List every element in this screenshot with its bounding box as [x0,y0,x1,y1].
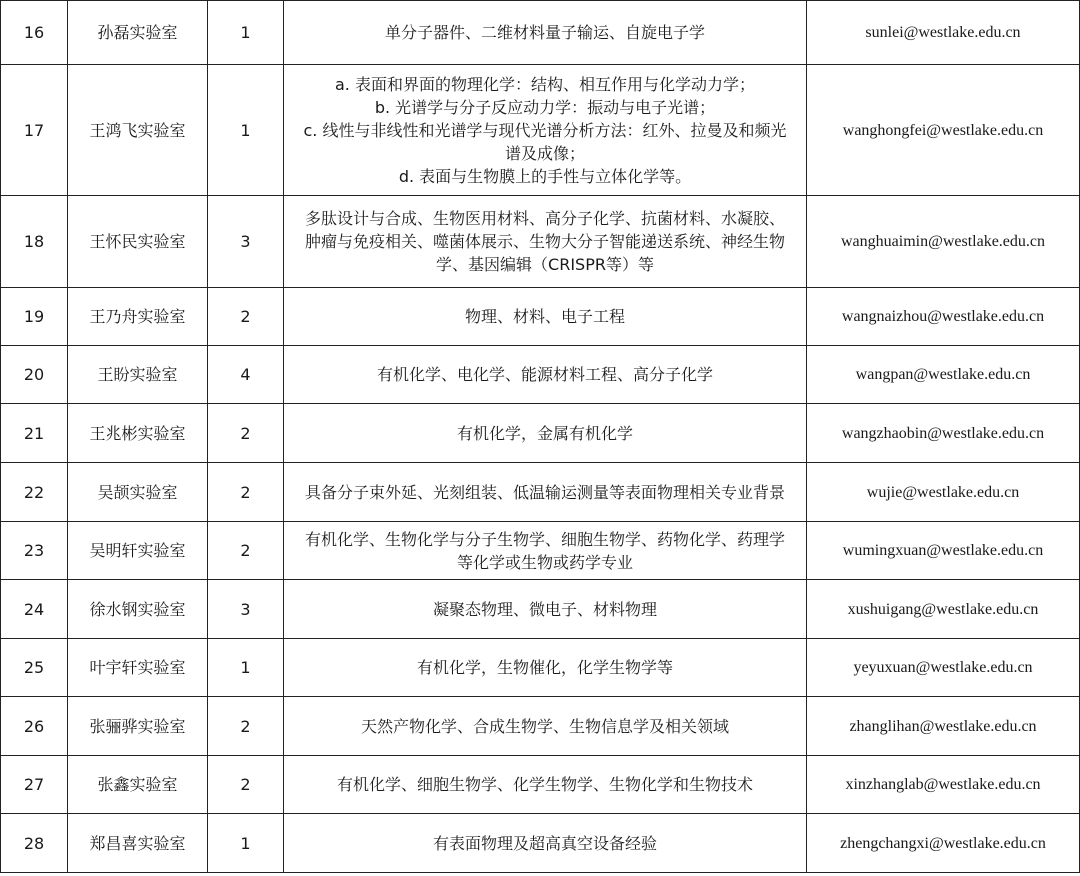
research-area-line: 凝聚态物理、微电子、材料物理 [432,599,657,619]
research-area-line: 具备分子束外延、光刻组装、低温输运测量等表面物理相关专业背景 [304,482,785,502]
row-index: 18 [1,196,68,288]
research-area-line: 多肽设计与合成、生物医用材料、高分子化学、抗菌材料、水凝胶、 [304,209,785,228]
contact-email[interactable]: wangzhaobin@westlake.edu.cn [807,404,1080,463]
research-areas [284,288,807,346]
contact-email[interactable]: xinzhanglab@westlake.edu.cn [807,756,1080,814]
lab-name: 张骊骅实验室 [68,697,208,756]
position-count: 4 [208,346,284,404]
research-area-line: d. 表面与生物膜上的手性与立体化学等。 [398,166,692,186]
table-row [1,404,1080,463]
research-area-line: a. 表面和界面的物理化学：结构、相互作用与化学动力学； [335,74,755,94]
lab-name: 王盼实验室 [68,346,208,404]
table-row [1,346,1080,404]
lab-name: 郑昌喜实验室 [68,814,208,873]
table-row [1,65,1080,196]
row-index: 19 [1,288,68,346]
row-index: 26 [1,697,68,756]
research-areas [284,404,807,463]
table-row [1,522,1080,580]
research-areas [284,814,807,873]
position-count: 1 [208,814,284,873]
contact-email[interactable]: wangpan@westlake.edu.cn [807,346,1080,404]
position-count: 2 [208,697,284,756]
research-area-line: 等化学或生物或药学专业 [456,552,633,572]
lab-name: 王鸿飞实验室 [68,65,208,196]
row-index: 28 [1,814,68,873]
position-count: 2 [208,756,284,814]
research-area-line: 有机化学，金属有机化学 [456,423,633,443]
contact-email[interactable]: xushuigang@westlake.edu.cn [807,580,1080,639]
research-area-line: 谱及成像； [504,143,585,163]
row-index: 23 [1,522,68,580]
research-areas [284,346,807,404]
position-count: 1 [208,65,284,196]
table-row [1,580,1080,639]
research-areas [284,65,807,196]
row-index: 27 [1,756,68,814]
contact-email[interactable]: zhanglihan@westlake.edu.cn [807,697,1080,756]
table-row [1,697,1080,756]
position-count: 3 [208,580,284,639]
research-areas [284,580,807,639]
table-row [1,1,1080,65]
research-area-line: 有机化学，生物催化，化学生物学等 [416,658,673,677]
table-row [1,463,1080,522]
lab-name: 孙磊实验室 [68,1,208,65]
lab-name: 叶宇轩实验室 [68,639,208,697]
research-areas [284,196,807,288]
research-area-line: 有表面物理及超高真空设备经验 [432,833,657,853]
research-areas [284,756,807,814]
research-area-line: c. 线性与非线性和光谱学与现代光谱分析方法：红外、拉曼及和频光 [303,120,787,140]
research-areas [284,522,807,580]
contact-email[interactable]: sunlei@westlake.edu.cn [807,1,1080,65]
lab-table-body [1,1,1080,873]
contact-email[interactable]: wangnaizhou@westlake.edu.cn [807,288,1080,346]
row-index: 24 [1,580,68,639]
research-area-line: 学、基因编辑（CRISPR等）等 [436,255,654,274]
position-count: 2 [208,404,284,463]
research-area-line: 有机化学、生物化学与分子生物学、细胞生物学、药物化学、药理学 [304,529,785,549]
position-count: 2 [208,463,284,522]
research-areas [284,1,807,65]
lab-name: 吴颉实验室 [68,463,208,522]
row-index: 22 [1,463,68,522]
row-index: 16 [1,1,68,65]
contact-email[interactable]: wanghuaimin@westlake.edu.cn [807,196,1080,288]
row-index: 17 [1,65,68,196]
table-row [1,288,1080,346]
research-area-line: b. 光谱学与分子反应动力学：振动与电子光谱； [374,97,716,117]
position-count: 2 [208,522,284,580]
position-count: 1 [208,639,284,697]
row-index: 25 [1,639,68,697]
position-count: 2 [208,288,284,346]
research-area-line: 天然产物化学、合成生物学、生物信息学及相关领域 [360,716,729,736]
table-row [1,196,1080,288]
row-index: 21 [1,404,68,463]
position-count: 3 [208,196,284,288]
lab-name: 王怀民实验室 [68,196,208,288]
lab-name: 王乃舟实验室 [68,288,208,346]
table-row [1,814,1080,873]
research-area-line: 物理、材料、电子工程 [464,307,625,326]
research-areas [284,639,807,697]
research-area-line: 有机化学、电化学、能源材料工程、高分子化学 [376,365,713,384]
research-area-line: 单分子器件、二维材料量子输运、自旋电子学 [384,23,705,42]
lab-name: 徐水钢实验室 [68,580,208,639]
contact-email[interactable]: wumingxuan@westlake.edu.cn [807,522,1080,580]
lab-name: 王兆彬实验室 [68,404,208,463]
research-areas [284,463,807,522]
contact-email[interactable]: wujie@westlake.edu.cn [807,463,1080,522]
table-row [1,639,1080,697]
lab-name: 吴明轩实验室 [68,522,208,580]
research-areas [284,697,807,756]
table-row [1,756,1080,814]
lab-name: 张鑫实验室 [68,756,208,814]
position-count: 1 [208,1,284,65]
contact-email[interactable]: wanghongfei@westlake.edu.cn [807,65,1080,196]
contact-email[interactable]: yeyuxuan@westlake.edu.cn [807,639,1080,697]
row-index: 20 [1,346,68,404]
research-area-line: 肿瘤与免疫相关、噬菌体展示、生物大分子智能递送系统、神经生物 [304,232,785,251]
research-area-line: 有机化学、细胞生物学、化学生物学、生物化学和生物技术 [336,775,753,794]
contact-email[interactable]: zhengchangxi@westlake.edu.cn [807,814,1080,873]
